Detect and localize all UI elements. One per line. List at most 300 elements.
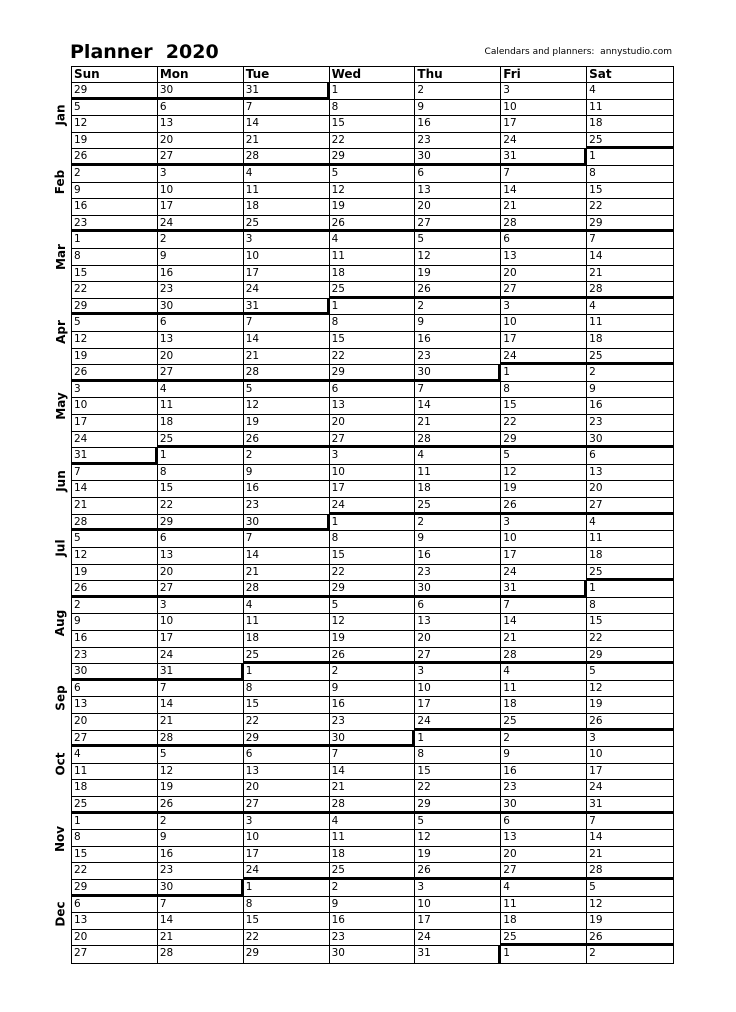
day-cell[interactable]: 21 xyxy=(244,133,330,150)
day-cell[interactable]: 2 xyxy=(330,880,416,897)
day-cell[interactable]: 14 xyxy=(587,830,673,847)
day-cell[interactable]: 11 xyxy=(587,100,673,117)
day-cell[interactable]: 4 xyxy=(415,448,501,465)
day-cell[interactable]: 19 xyxy=(72,349,158,366)
day-cell[interactable]: 7 xyxy=(587,814,673,831)
day-cell[interactable]: 15 xyxy=(330,548,416,565)
day-cell[interactable]: 10 xyxy=(72,398,158,415)
day-cell[interactable]: 7 xyxy=(158,681,244,698)
day-cell[interactable]: 15 xyxy=(330,332,416,349)
day-cell[interactable]: 19 xyxy=(244,415,330,432)
day-cell[interactable]: 4 xyxy=(244,166,330,183)
day-cell[interactable]: 6 xyxy=(72,897,158,914)
day-cell[interactable]: 6 xyxy=(587,448,673,465)
day-cell[interactable]: 13 xyxy=(415,614,501,631)
day-cell[interactable]: 29 xyxy=(244,731,330,748)
day-cell[interactable]: 11 xyxy=(72,764,158,781)
day-cell[interactable]: 21 xyxy=(501,631,587,648)
day-cell[interactable]: 5 xyxy=(244,382,330,399)
day-cell[interactable]: 29 xyxy=(244,946,330,963)
day-cell[interactable]: 24 xyxy=(501,349,587,366)
day-cell[interactable]: 21 xyxy=(501,199,587,216)
day-cell[interactable]: 19 xyxy=(501,481,587,498)
day-cell[interactable]: 4 xyxy=(244,598,330,615)
day-cell[interactable]: 25 xyxy=(587,565,673,582)
day-cell[interactable]: 7 xyxy=(244,315,330,332)
day-cell[interactable]: 6 xyxy=(244,747,330,764)
day-cell[interactable]: 7 xyxy=(330,747,416,764)
day-cell[interactable]: 14 xyxy=(244,548,330,565)
day-cell[interactable]: 12 xyxy=(587,681,673,698)
day-cell[interactable]: 1 xyxy=(330,515,416,532)
day-cell[interactable]: 27 xyxy=(72,946,158,963)
day-cell[interactable]: 11 xyxy=(244,614,330,631)
day-cell[interactable]: 23 xyxy=(158,863,244,880)
day-cell[interactable]: 26 xyxy=(72,365,158,382)
day-cell[interactable]: 12 xyxy=(72,332,158,349)
day-cell[interactable]: 5 xyxy=(415,232,501,249)
day-cell[interactable]: 13 xyxy=(587,465,673,482)
day-cell[interactable]: 1 xyxy=(501,946,587,963)
day-cell[interactable]: 9 xyxy=(158,249,244,266)
day-cell[interactable]: 29 xyxy=(330,581,416,598)
day-cell[interactable]: 23 xyxy=(72,648,158,665)
day-cell[interactable]: 23 xyxy=(72,216,158,233)
day-cell[interactable]: 13 xyxy=(330,398,416,415)
day-cell[interactable]: 26 xyxy=(415,863,501,880)
day-cell[interactable]: 21 xyxy=(587,847,673,864)
day-cell[interactable]: 26 xyxy=(501,498,587,515)
day-cell[interactable]: 25 xyxy=(244,216,330,233)
day-cell[interactable]: 13 xyxy=(72,697,158,714)
day-cell[interactable]: 31 xyxy=(72,448,158,465)
day-cell[interactable]: 15 xyxy=(158,481,244,498)
day-cell[interactable]: 18 xyxy=(587,548,673,565)
day-cell[interactable]: 27 xyxy=(415,648,501,665)
day-cell[interactable]: 14 xyxy=(244,116,330,133)
day-cell[interactable]: 30 xyxy=(415,149,501,166)
day-cell[interactable]: 26 xyxy=(158,797,244,814)
day-cell[interactable]: 17 xyxy=(72,415,158,432)
day-cell[interactable]: 19 xyxy=(158,780,244,797)
day-cell[interactable]: 24 xyxy=(72,432,158,449)
day-cell[interactable]: 20 xyxy=(415,199,501,216)
day-cell[interactable]: 12 xyxy=(415,830,501,847)
day-cell[interactable]: 24 xyxy=(158,648,244,665)
day-cell[interactable]: 7 xyxy=(501,598,587,615)
day-cell[interactable]: 27 xyxy=(158,365,244,382)
day-cell[interactable]: 18 xyxy=(501,913,587,930)
day-cell[interactable]: 9 xyxy=(72,183,158,200)
day-cell[interactable]: 9 xyxy=(72,614,158,631)
day-cell[interactable]: 29 xyxy=(587,216,673,233)
day-cell[interactable]: 25 xyxy=(244,648,330,665)
day-cell[interactable]: 3 xyxy=(158,598,244,615)
day-cell[interactable]: 15 xyxy=(587,183,673,200)
day-cell[interactable]: 16 xyxy=(158,847,244,864)
day-cell[interactable]: 22 xyxy=(587,631,673,648)
day-cell[interactable]: 28 xyxy=(158,946,244,963)
day-cell[interactable]: 14 xyxy=(244,332,330,349)
day-cell[interactable]: 19 xyxy=(72,565,158,582)
day-cell[interactable]: 26 xyxy=(330,648,416,665)
day-cell[interactable]: 2 xyxy=(415,515,501,532)
day-cell[interactable]: 22 xyxy=(244,714,330,731)
day-cell[interactable]: 21 xyxy=(330,780,416,797)
day-cell[interactable]: 29 xyxy=(415,797,501,814)
day-cell[interactable]: 8 xyxy=(415,747,501,764)
day-cell[interactable]: 1 xyxy=(587,149,673,166)
day-cell[interactable]: 12 xyxy=(330,614,416,631)
day-cell[interactable]: 11 xyxy=(587,315,673,332)
day-cell[interactable]: 21 xyxy=(244,349,330,366)
day-cell[interactable]: 24 xyxy=(244,863,330,880)
day-cell[interactable]: 9 xyxy=(415,100,501,117)
day-cell[interactable]: 30 xyxy=(158,880,244,897)
day-cell[interactable]: 4 xyxy=(330,232,416,249)
day-cell[interactable]: 7 xyxy=(158,897,244,914)
day-cell[interactable]: 20 xyxy=(158,133,244,150)
day-cell[interactable]: 3 xyxy=(244,232,330,249)
day-cell[interactable]: 20 xyxy=(72,930,158,947)
day-cell[interactable]: 13 xyxy=(158,332,244,349)
day-cell[interactable]: 6 xyxy=(501,232,587,249)
day-cell[interactable]: 29 xyxy=(72,880,158,897)
day-cell[interactable]: 1 xyxy=(244,880,330,897)
day-cell[interactable]: 13 xyxy=(415,183,501,200)
day-cell[interactable]: 16 xyxy=(158,266,244,283)
day-cell[interactable]: 2 xyxy=(72,166,158,183)
day-cell[interactable]: 1 xyxy=(501,365,587,382)
day-cell[interactable]: 11 xyxy=(501,681,587,698)
day-cell[interactable]: 22 xyxy=(587,199,673,216)
day-cell[interactable]: 31 xyxy=(244,83,330,100)
day-cell[interactable]: 29 xyxy=(501,432,587,449)
day-cell[interactable]: 18 xyxy=(244,631,330,648)
day-cell[interactable]: 17 xyxy=(158,199,244,216)
day-cell[interactable]: 23 xyxy=(415,349,501,366)
day-cell[interactable]: 29 xyxy=(587,648,673,665)
day-cell[interactable]: 26 xyxy=(330,216,416,233)
day-cell[interactable]: 10 xyxy=(330,465,416,482)
day-cell[interactable]: 31 xyxy=(158,664,244,681)
day-cell[interactable]: 9 xyxy=(415,531,501,548)
day-cell[interactable]: 22 xyxy=(72,282,158,299)
day-cell[interactable]: 3 xyxy=(415,880,501,897)
day-cell[interactable]: 11 xyxy=(158,398,244,415)
day-cell[interactable]: 4 xyxy=(158,382,244,399)
day-cell[interactable]: 18 xyxy=(587,332,673,349)
day-cell[interactable]: 11 xyxy=(244,183,330,200)
day-cell[interactable]: 3 xyxy=(244,814,330,831)
day-cell[interactable]: 12 xyxy=(501,465,587,482)
day-cell[interactable]: 9 xyxy=(587,382,673,399)
day-cell[interactable]: 24 xyxy=(501,565,587,582)
day-cell[interactable]: 15 xyxy=(330,116,416,133)
day-cell[interactable]: 19 xyxy=(587,697,673,714)
day-cell[interactable]: 22 xyxy=(244,930,330,947)
day-cell[interactable]: 27 xyxy=(158,581,244,598)
day-cell[interactable]: 7 xyxy=(501,166,587,183)
day-cell[interactable]: 25 xyxy=(501,930,587,947)
day-cell[interactable]: 30 xyxy=(72,664,158,681)
day-cell[interactable]: 28 xyxy=(330,797,416,814)
day-cell[interactable]: 5 xyxy=(587,664,673,681)
day-cell[interactable]: 3 xyxy=(501,83,587,100)
day-cell[interactable]: 31 xyxy=(587,797,673,814)
day-cell[interactable]: 30 xyxy=(415,365,501,382)
day-cell[interactable]: 8 xyxy=(587,166,673,183)
day-cell[interactable]: 23 xyxy=(330,930,416,947)
day-cell[interactable]: 29 xyxy=(330,365,416,382)
day-cell[interactable]: 14 xyxy=(587,249,673,266)
day-cell[interactable]: 17 xyxy=(501,116,587,133)
day-cell[interactable]: 12 xyxy=(158,764,244,781)
day-cell[interactable]: 14 xyxy=(158,913,244,930)
day-cell[interactable]: 13 xyxy=(158,548,244,565)
day-cell[interactable]: 23 xyxy=(244,498,330,515)
day-cell[interactable]: 28 xyxy=(244,365,330,382)
day-cell[interactable]: 21 xyxy=(587,266,673,283)
day-cell[interactable]: 17 xyxy=(244,266,330,283)
day-cell[interactable]: 11 xyxy=(330,249,416,266)
day-cell[interactable]: 26 xyxy=(72,581,158,598)
day-cell[interactable]: 5 xyxy=(330,166,416,183)
day-cell[interactable]: 5 xyxy=(72,531,158,548)
day-cell[interactable]: 20 xyxy=(415,631,501,648)
day-cell[interactable]: 25 xyxy=(330,282,416,299)
day-cell[interactable]: 10 xyxy=(501,315,587,332)
day-cell[interactable]: 7 xyxy=(244,531,330,548)
day-cell[interactable]: 1 xyxy=(72,232,158,249)
day-cell[interactable]: 29 xyxy=(158,515,244,532)
day-cell[interactable]: 14 xyxy=(501,614,587,631)
day-cell[interactable]: 3 xyxy=(501,299,587,316)
day-cell[interactable]: 6 xyxy=(158,315,244,332)
day-cell[interactable]: 28 xyxy=(501,216,587,233)
day-cell[interactable]: 21 xyxy=(415,415,501,432)
day-cell[interactable]: 24 xyxy=(587,780,673,797)
day-cell[interactable]: 12 xyxy=(330,183,416,200)
day-cell[interactable]: 21 xyxy=(158,930,244,947)
day-cell[interactable]: 17 xyxy=(158,631,244,648)
day-cell[interactable]: 22 xyxy=(330,133,416,150)
day-cell[interactable]: 16 xyxy=(72,631,158,648)
day-cell[interactable]: 16 xyxy=(415,116,501,133)
day-cell[interactable]: 28 xyxy=(501,648,587,665)
day-cell[interactable]: 27 xyxy=(415,216,501,233)
day-cell[interactable]: 4 xyxy=(72,747,158,764)
day-cell[interactable]: 19 xyxy=(330,631,416,648)
day-cell[interactable]: 22 xyxy=(158,498,244,515)
day-cell[interactable]: 10 xyxy=(158,614,244,631)
day-cell[interactable]: 8 xyxy=(72,830,158,847)
day-cell[interactable]: 8 xyxy=(501,382,587,399)
day-cell[interactable]: 31 xyxy=(501,581,587,598)
day-cell[interactable]: 16 xyxy=(330,913,416,930)
day-cell[interactable]: 8 xyxy=(244,681,330,698)
day-cell[interactable]: 14 xyxy=(501,183,587,200)
day-cell[interactable]: 30 xyxy=(587,432,673,449)
day-cell[interactable]: 6 xyxy=(158,100,244,117)
day-cell[interactable]: 6 xyxy=(330,382,416,399)
day-cell[interactable]: 4 xyxy=(587,299,673,316)
day-cell[interactable]: 2 xyxy=(415,83,501,100)
day-cell[interactable]: 6 xyxy=(415,166,501,183)
day-cell[interactable]: 17 xyxy=(501,548,587,565)
day-cell[interactable]: 13 xyxy=(501,830,587,847)
day-cell[interactable]: 28 xyxy=(72,515,158,532)
day-cell[interactable]: 26 xyxy=(587,714,673,731)
day-cell[interactable]: 30 xyxy=(501,797,587,814)
day-cell[interactable]: 10 xyxy=(587,747,673,764)
day-cell[interactable]: 20 xyxy=(501,266,587,283)
day-cell[interactable]: 3 xyxy=(415,664,501,681)
day-cell[interactable]: 25 xyxy=(72,797,158,814)
day-cell[interactable]: 2 xyxy=(587,365,673,382)
day-cell[interactable]: 25 xyxy=(587,349,673,366)
day-cell[interactable]: 18 xyxy=(415,481,501,498)
day-cell[interactable]: 28 xyxy=(158,731,244,748)
day-cell[interactable]: 2 xyxy=(589,947,596,960)
day-cell[interactable]: 27 xyxy=(501,282,587,299)
day-cell[interactable]: 18 xyxy=(244,199,330,216)
day-cell[interactable]: 19 xyxy=(415,266,501,283)
day-cell[interactable]: 7 xyxy=(244,100,330,117)
day-cell[interactable]: 15 xyxy=(244,697,330,714)
day-cell[interactable]: 4 xyxy=(501,880,587,897)
day-cell[interactable]: 21 xyxy=(244,565,330,582)
day-cell[interactable]: 22 xyxy=(501,415,587,432)
day-cell[interactable]: 17 xyxy=(501,332,587,349)
day-cell[interactable]: 29 xyxy=(72,299,158,316)
day-cell[interactable]: 28 xyxy=(415,432,501,449)
day-cell[interactable]: 26 xyxy=(587,930,673,947)
day-cell[interactable]: 11 xyxy=(330,830,416,847)
day-cell[interactable]: 22 xyxy=(72,863,158,880)
day-cell[interactable]: 16 xyxy=(415,548,501,565)
day-cell[interactable]: 21 xyxy=(72,498,158,515)
day-cell[interactable]: 4 xyxy=(587,515,673,532)
day-cell[interactable]: 16 xyxy=(330,697,416,714)
day-cell[interactable]: 24 xyxy=(244,282,330,299)
day-cell[interactable]: 23 xyxy=(158,282,244,299)
day-cell[interactable]: 6 xyxy=(158,531,244,548)
day-cell[interactable]: 8 xyxy=(244,897,330,914)
day-cell[interactable]: 5 xyxy=(72,100,158,117)
day-cell[interactable]: 27 xyxy=(158,149,244,166)
day-cell[interactable]: 5 xyxy=(330,598,416,615)
day-cell[interactable]: 30 xyxy=(330,731,416,748)
day-cell[interactable]: 8 xyxy=(72,249,158,266)
day-cell[interactable]: 23 xyxy=(415,133,501,150)
day-cell[interactable]: 10 xyxy=(244,830,330,847)
day-cell[interactable]: 16 xyxy=(501,764,587,781)
day-cell[interactable]: 27 xyxy=(244,797,330,814)
day-cell[interactable]: 4 xyxy=(330,814,416,831)
day-cell[interactable]: 1 xyxy=(244,664,330,681)
day-cell[interactable]: 20 xyxy=(587,481,673,498)
day-cell[interactable]: 9 xyxy=(330,681,416,698)
day-cell[interactable]: 25 xyxy=(158,432,244,449)
day-cell[interactable]: 2 xyxy=(158,232,244,249)
day-cell[interactable]: 20 xyxy=(244,780,330,797)
day-cell[interactable]: 17 xyxy=(415,913,501,930)
day-cell[interactable]: 25 xyxy=(501,714,587,731)
day-cell[interactable]: 15 xyxy=(587,614,673,631)
day-cell[interactable]: 25 xyxy=(330,863,416,880)
day-cell[interactable]: 7 xyxy=(72,465,158,482)
day-cell[interactable]: 27 xyxy=(330,432,416,449)
day-cell[interactable]: 17 xyxy=(330,481,416,498)
day-cell[interactable]: 30 xyxy=(158,299,244,316)
day-cell[interactable]: 23 xyxy=(330,714,416,731)
day-cell[interactable]: 9 xyxy=(244,465,330,482)
day-cell[interactable]: 14 xyxy=(330,764,416,781)
day-cell[interactable]: 12 xyxy=(244,398,330,415)
day-cell[interactable]: 29 xyxy=(72,83,158,100)
day-cell[interactable]: 22 xyxy=(330,349,416,366)
day-cell[interactable]: 15 xyxy=(72,847,158,864)
day-cell[interactable]: 3 xyxy=(501,515,587,532)
day-cell[interactable]: 17 xyxy=(244,847,330,864)
day-cell[interactable]: 26 xyxy=(72,149,158,166)
day-cell[interactable]: 15 xyxy=(415,764,501,781)
day-cell[interactable]: 19 xyxy=(415,847,501,864)
day-cell[interactable]: 28 xyxy=(587,282,673,299)
day-cell[interactable]: 14 xyxy=(158,697,244,714)
day-cell[interactable]: 31 xyxy=(501,149,587,166)
day-cell[interactable]: 18 xyxy=(158,415,244,432)
day-cell[interactable]: 4 xyxy=(587,83,673,100)
day-cell[interactable]: 15 xyxy=(244,913,330,930)
day-cell[interactable]: 13 xyxy=(244,764,330,781)
day-cell[interactable]: 18 xyxy=(72,780,158,797)
day-cell[interactable]: 10 xyxy=(501,531,587,548)
day-cell[interactable]: 25 xyxy=(415,498,501,515)
day-cell[interactable]: 2 xyxy=(415,299,501,316)
day-cell[interactable]: 18 xyxy=(330,847,416,864)
day-cell[interactable]: 12 xyxy=(415,249,501,266)
day-cell[interactable]: 21 xyxy=(158,714,244,731)
day-cell[interactable]: 20 xyxy=(158,349,244,366)
day-cell[interactable]: 16 xyxy=(415,332,501,349)
day-cell[interactable]: 30 xyxy=(330,946,416,963)
day-cell[interactable]: 7 xyxy=(587,232,673,249)
day-cell[interactable]: 20 xyxy=(501,847,587,864)
day-cell[interactable]: 19 xyxy=(330,199,416,216)
day-cell[interactable]: 8 xyxy=(330,100,416,117)
day-cell[interactable]: 3 xyxy=(587,731,673,748)
day-cell[interactable]: 27 xyxy=(72,731,158,748)
day-cell[interactable]: 10 xyxy=(415,681,501,698)
day-cell[interactable]: 8 xyxy=(330,315,416,332)
day-cell[interactable]: 5 xyxy=(501,448,587,465)
day-cell[interactable]: 9 xyxy=(415,315,501,332)
day-cell[interactable]: 10 xyxy=(158,183,244,200)
day-cell[interactable]: 5 xyxy=(158,747,244,764)
day-cell[interactable]: 28 xyxy=(244,581,330,598)
day-cell[interactable]: 3 xyxy=(72,382,158,399)
day-cell[interactable]: 13 xyxy=(158,116,244,133)
day-cell[interactable]: 22 xyxy=(415,780,501,797)
day-cell[interactable]: 5 xyxy=(587,880,673,897)
day-cell[interactable]: 29 xyxy=(330,149,416,166)
day-cell[interactable]: 18 xyxy=(501,697,587,714)
day-cell[interactable]: 19 xyxy=(72,133,158,150)
day-cell[interactable]: 13 xyxy=(72,913,158,930)
day-cell[interactable]: 18 xyxy=(587,116,673,133)
